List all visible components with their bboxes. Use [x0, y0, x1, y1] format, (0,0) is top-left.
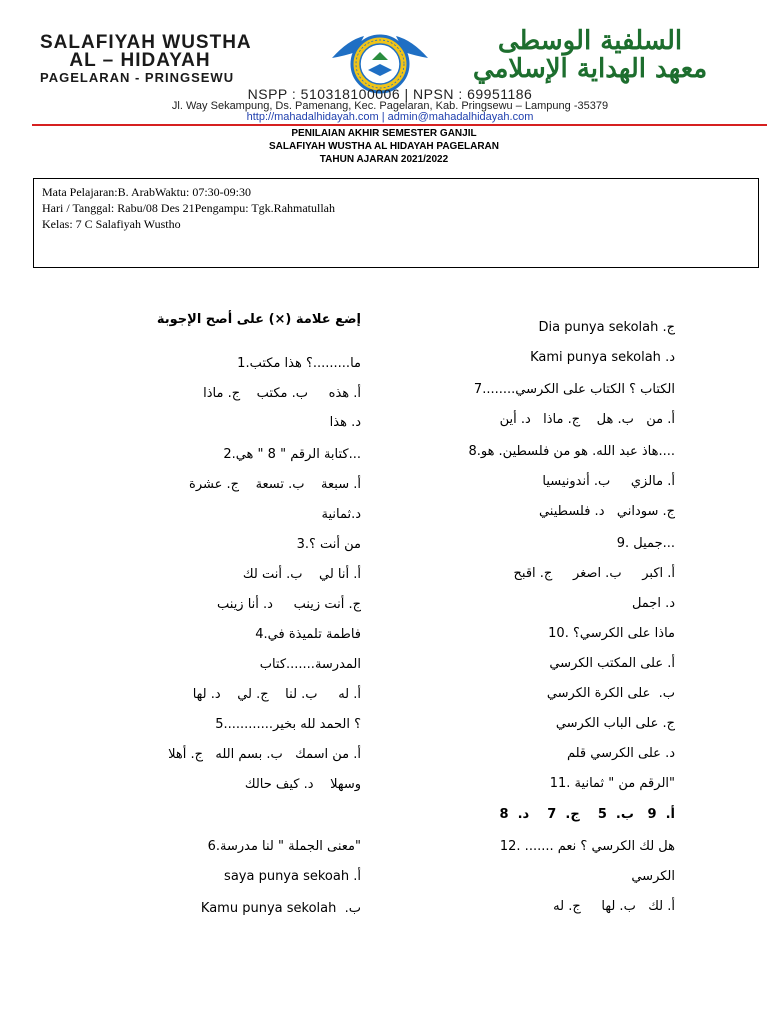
exam-info-box	[33, 178, 759, 268]
question-right-line: إضع علامة (×) على أصح الإجوبة	[156, 312, 361, 327]
subject-time: Mata Pelajaran:B. ArabWaktu: 07:30-09:30	[42, 185, 251, 199]
question-right-line: د. هذا	[329, 415, 361, 430]
question-right-line: فاطمة تلميذة في.4	[255, 627, 361, 642]
date-teacher: Hari / Tanggal: Rabu/08 Des 21Pengampu: Tgk.Rahmatullah	[42, 201, 336, 215]
question-right-line: أ. له ب. لنا ج. لي د. لها	[192, 687, 361, 702]
question-left-line: د. اجمل	[631, 596, 675, 611]
question-right-line: أ. سبعة ب. تسعة ج. عشرة	[189, 477, 361, 492]
question-left-line: ...جميل .9	[616, 536, 675, 551]
question-right-line: وسهلا د. كيف حالك	[244, 777, 361, 792]
question-right-line: ؟ الحمد لله بخير............5	[215, 717, 361, 732]
question-left-line: أ. على المكتب الكرسي	[549, 656, 675, 671]
question-right-line: أ. من اسمك ب. بسم الله ج. أهلا	[168, 747, 361, 762]
question-right-line: أ. هذه ب. مكتب ج. ماذا	[203, 386, 361, 401]
question-left-line: أ. 9 ب. 5 ج. 7 د. 8	[499, 807, 675, 822]
school-name-block	[40, 34, 300, 86]
question-left-line: أ. مالزي ب. أندونيسيا	[542, 474, 675, 489]
exam-title: PENILAIAN AKHIR SEMESTER GANJIL	[291, 128, 477, 139]
header-divider	[32, 124, 767, 126]
exam-institution: SALAFIYAH WUSTHA AL HIDAYAH PAGELARAN	[268, 141, 500, 152]
school-address: Jl. Way Sekampung, Ds. Pamenang, Kec. Pagelaran, Kab. Pringsewu – Lampung -35379	[171, 100, 609, 112]
question-right-line: ...كتابة الرقم " 8 " هي.2	[223, 447, 361, 462]
institution-arabic-name	[440, 28, 740, 84]
question-right-line: المدرسة.......كتاب	[259, 657, 361, 672]
question-right-line: "معنى الجملة " لنا مدرسة.6	[207, 839, 361, 854]
question-right-line: د.ثمانية	[321, 507, 361, 522]
question-left-line: أ. من ب. هل ج. ماذا د. أين	[499, 412, 675, 427]
question-right-line: من أنت ؟.3	[296, 537, 361, 552]
question-left-line: الكرسي	[631, 869, 675, 884]
question-left-line: ماذا على الكرسي؟ .10	[548, 626, 675, 641]
question-right-line: أ. أنا لي ب. أنت لك	[242, 567, 361, 582]
question-left-line: ج. سوداني د. فلسطيني	[538, 504, 675, 519]
arabic-name-line1: السلفية الوسطى	[497, 26, 683, 56]
question-left-line: ....هاذ عبد الله. هو من فلسطين. هو.8	[468, 444, 675, 459]
school-name-line1: SALAFIYAH WUSTHA	[40, 32, 252, 53]
school-name-line2: AL – HIDAYAH	[69, 50, 211, 71]
question-right-line: ما.........؟ هذا مكتب.1	[237, 356, 361, 371]
question-right-line: ج. أنت زينب د. أنا زينب	[217, 597, 361, 612]
question-left-line: ج. Dia punya sekolah	[538, 320, 675, 335]
question-left-line: أ. اكبر ب. اصغر ج. اقبح	[513, 566, 675, 581]
class-info: Kelas: 7 C Salafiyah Wustho	[42, 217, 181, 231]
question-left-line: الكتاب ؟ الكتاب على الكرسي........7	[473, 382, 675, 397]
question-right-line: أ. saya punya sekoah	[224, 869, 361, 884]
contact-links[interactable]: http://mahadalhidayah.com | admin@mahadalhidayah.com	[246, 111, 534, 123]
question-left-line: ج. على الباب الكرسي	[555, 716, 675, 731]
arabic-name-line2: معهد الهداية الإسلامي	[472, 54, 708, 84]
question-left-line: أ. لك ب. لها ج. له	[553, 899, 675, 914]
question-left-line: ب. على الكرة الكرسي	[546, 686, 675, 701]
question-left-line: د. على الكرسي قلم	[566, 746, 675, 761]
question-right-line: ب. Kamu punya sekolah	[200, 901, 361, 916]
registration-numbers: NSPP : 510318100006 | NPSN : 69951186	[247, 86, 533, 102]
question-left-line: "الرقم من " ثمانية .11	[549, 776, 675, 791]
question-left-line: هل لك الكرسي ؟ نعم ....... .12	[499, 839, 675, 854]
question-left-line: د. Kami punya sekolah	[530, 350, 675, 365]
academic-year: TAHUN AJARAN 2021/2022	[319, 154, 449, 165]
school-location: PAGELARAN - PRINGSEWU	[40, 70, 235, 85]
